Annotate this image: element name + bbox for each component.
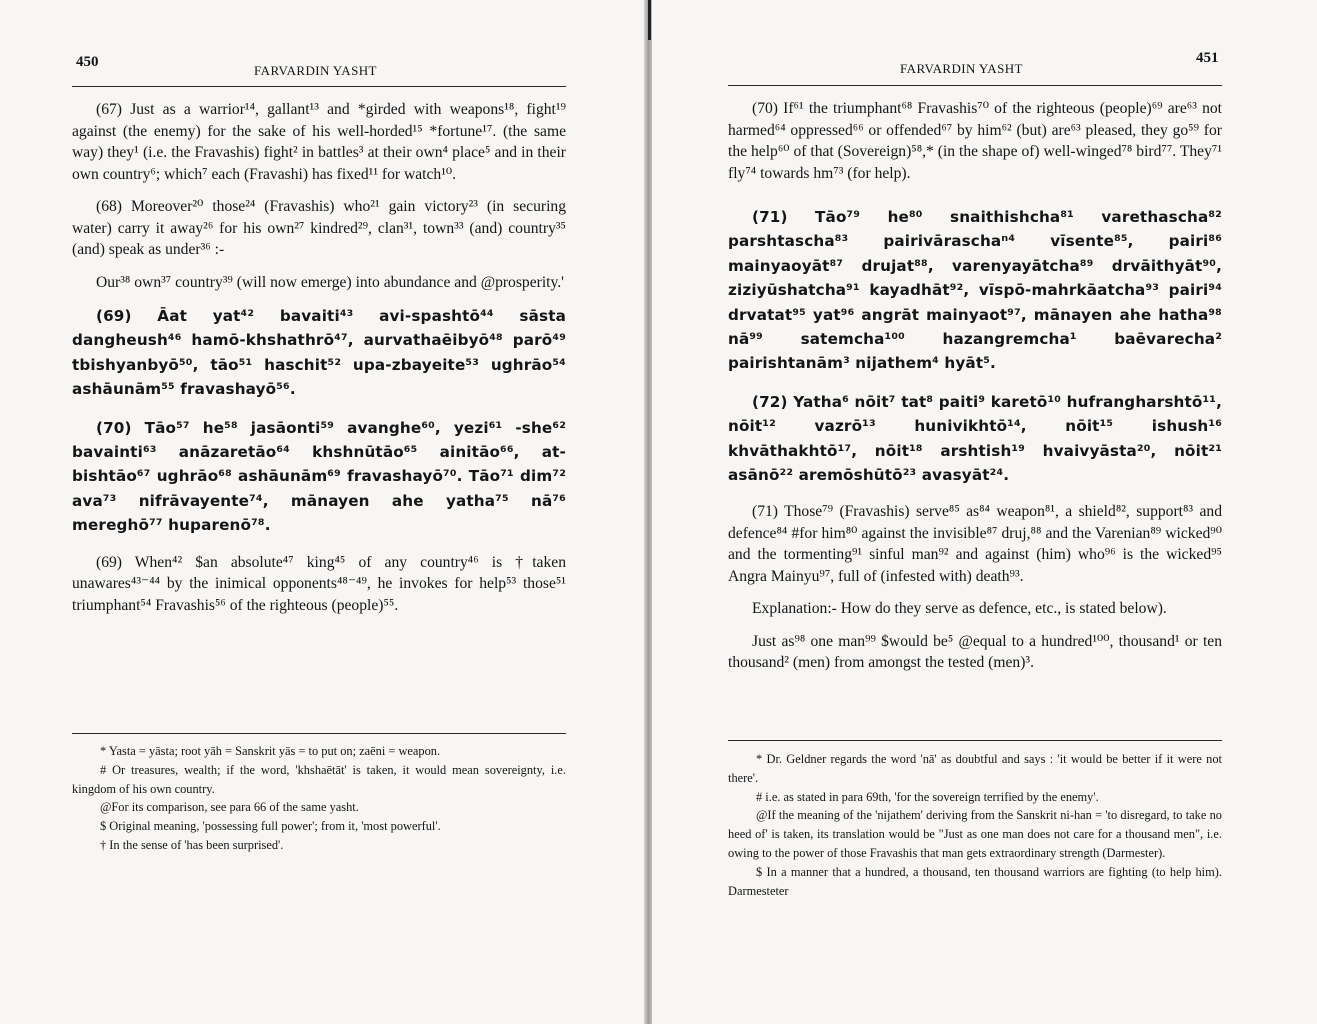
header-rule bbox=[72, 86, 566, 87]
footnote: $ In a manner that a hundred, a thousand, ten thousand warriors are fighting (to help him). Darmesteter bbox=[728, 864, 1222, 898]
paragraph-71-avestan: (71) Tāo⁷⁹ he⁸⁰ snaithishcha⁸¹ varethascha⁸² parshtascha⁸³ pairivāraschaⁿ⁴ vīsente⁸⁵, pairi⁸⁶ mainyaoyāt⁸⁷ drujat⁸⁸, varenyayātcha⁸⁹ drvāithyāt⁹⁰, ziziyūshatcha⁹¹ kayadhāt⁹², vīspō-mahrkāatcha⁹³ pairi⁹⁴ drvatat⁹⁵ yat⁹⁶ angrāt mainyaot⁹⁷, mānayen ahe hatha⁹⁸ nā⁹⁹ satemcha¹⁰⁰ hazangremcha¹ baēvarecha² pairishtanām³ nijathem⁴ hyāt⁵. bbox=[728, 208, 1222, 373]
footnote: * Dr. Geldner regards the word 'nā' as doubtful and says : 'it would be better if it were not there'. bbox=[728, 752, 1222, 785]
gutter-shadow bbox=[648, 0, 651, 40]
footnote: † In the sense of 'has been surprised'. bbox=[100, 837, 284, 852]
paragraph-68-translation: (68) Moreover²⁰ those²⁴ (Fravashis) who²¹ gain victory²³ (in securing water) carry it away²⁶ for his own²⁷ kindred²⁹, clan³¹, town³³ (and) country³⁵ (and) speak as under³⁶ :- bbox=[72, 198, 566, 258]
footnote-rule bbox=[72, 733, 566, 734]
explanation: Explanation:- How do they serve as defence, etc., is stated below). bbox=[752, 600, 1167, 618]
footnote: $ Original meaning, 'possessing full power'; from it, 'most powerful'. bbox=[100, 819, 441, 834]
header-rule bbox=[728, 85, 1222, 86]
footnote: @If the meaning of the 'nijathem' deriving from the Sanskrit ni-han = 'to disregard, to take no heed of' is taken, its translation would be "Just as one man does not care for a thousand men", i.e. owing to the power of those Fravashis that man gets extraordinary strength (Darmester). bbox=[728, 808, 1222, 860]
paragraph-68-quote: Our³⁸ own³⁷ country³⁹ (will now emerge) into abundance and @prosperity.' bbox=[96, 273, 564, 291]
paragraph-71-translation: (71) Those⁷⁹ (Fravashis) serve⁸⁵ as⁸⁴ weapon⁸¹, a shield⁸², support⁸³ and defence⁸⁴ #for him⁸⁰ against the invisible⁸⁷ druj,⁸⁸ and the Varenian⁸⁹ wicked⁹⁰ and the tormenting⁹¹ sinful man⁹² and against (him) who⁹⁶ is the wicked⁹⁵ Angra Mainyu⁹⁷, full of (infested with) death⁹³. bbox=[728, 503, 1222, 585]
page-number: 451 bbox=[1196, 50, 1219, 66]
page-number: 450 bbox=[76, 54, 99, 70]
paragraph-69-avestan: (69) Āat yat⁴² bavaiti⁴³ avi-spashtō⁴⁴ sāsta dangheush⁴⁶ hamō-khshathrō⁴⁷, aurvathaēibyō⁴⁸ parō⁴⁹ tbishyanbyō⁵⁰, tāo⁵¹ haschit⁵² upa-zbayeite⁵³ ughrāo⁵⁴ ashāunām⁵⁵ fravashayō⁵⁶. bbox=[72, 307, 566, 399]
footnote-rule bbox=[728, 740, 1222, 741]
paragraph-70-avestan: (70) Tāo⁵⁷ he⁵⁸ jasāonti⁵⁹ avanghe⁶⁰, yezi⁶¹ -she⁶² bavainti⁶³ anāzaretāo⁶⁴ khshnūtāo⁶⁵ ainitāo⁶⁶, at-bishtāo⁶⁷ ughrāo⁶⁸ ashāunām⁶⁹ fravashayō⁷⁰. Tāo⁷¹ dim⁷² ava⁷³ nifrāvayente⁷⁴, mānayen ahe yatha⁷⁵ nā⁷⁶ mereghō⁷⁷ huparenō⁷⁸. bbox=[72, 418, 566, 535]
body-text bbox=[728, 98, 1222, 685]
footnote: @For its comparison, see para 66 of the same yasht. bbox=[100, 800, 359, 815]
left-page bbox=[0, 0, 646, 1024]
footnote: # Or treasures, wealth; if the word, 'khshaētāt' is taken, it would mean sovereignty, i.e. kingdom of his own country. bbox=[72, 762, 566, 796]
running-head: FARVARDIN YASHT bbox=[254, 63, 377, 78]
paragraph-69-translation: (69) When⁴² $an absolute⁴⁷ king⁴⁵ of any country⁴⁶ is †taken unawares⁴³⁻⁴⁴ by the inimical opponents⁴⁸⁻⁴⁹, he invokes for help⁵³ those⁵¹ triumphant⁵⁴ Fravashis⁵⁶ of the righteous (people)⁵⁵. bbox=[72, 553, 566, 614]
paragraph-72-translation: Just as⁹⁸ one man⁹⁹ $would be⁵ @equal to a hundred¹⁰⁰, thousand¹ or ten thousand² (men) from amongst the tested (men)³. bbox=[728, 632, 1222, 672]
paragraph-70-translation: (70) If⁶¹ the triumphant⁶⁸ Fravashis⁷⁰ of the righteous (people)⁶⁹ are⁶³ not harmed⁶⁴ oppressed⁶⁶ or offended⁶⁷ by him⁶² (but) are⁶³ pleased, they go⁵⁹ for the help⁶⁰ of that (Sovereign)⁵⁸,* (in the shape of) well-winged⁷⁸ bird⁷⁷. They⁷¹ fly⁷⁴ towards hm⁷³ (for help). bbox=[728, 100, 1222, 182]
right-page bbox=[652, 0, 1317, 1024]
footnote: * Yasta = yāsta; root yāh = Sanskrit yās = to put on; zaēni = weapon. bbox=[100, 744, 441, 758]
paragraph-67-translation: (67) Just as a warrior¹⁴, gallant¹³ and *girded with weapons¹⁸, fight¹⁹ against (the enemy) for the sake of his well-horded¹⁵ *fortune¹⁷. (the same way) they¹ (i.e. the Fravashis) fight² in battles³ at their own⁴ place⁵ and in their own country⁶; which⁷ each (Fravashi) has fixed¹¹ for watch¹⁰. bbox=[72, 101, 566, 183]
body-text bbox=[72, 99, 566, 627]
running-head: FARVARDIN YASHT bbox=[900, 61, 1023, 76]
footnotes bbox=[72, 736, 566, 855]
paragraph-72-avestan: (72) Yatha⁶ nōit⁷ tat⁸ paiti⁹ karetō¹⁰ hufrangharshtō¹¹, nōit¹² vazrō¹³ hunivikhtō¹⁴, nōit¹⁵ ishush¹⁶ khvāthakhtō¹⁷, nōit¹⁸ arshtish¹⁹ hvaivyāsta²⁰, nōit²¹ asānō²² aremōshūtō²³ avasyāt²⁴. bbox=[728, 392, 1222, 485]
footnote: # i.e. as stated in para 69th, 'for the sovereign terrified by the enemy'. bbox=[756, 789, 1099, 804]
footnotes bbox=[728, 744, 1222, 900]
